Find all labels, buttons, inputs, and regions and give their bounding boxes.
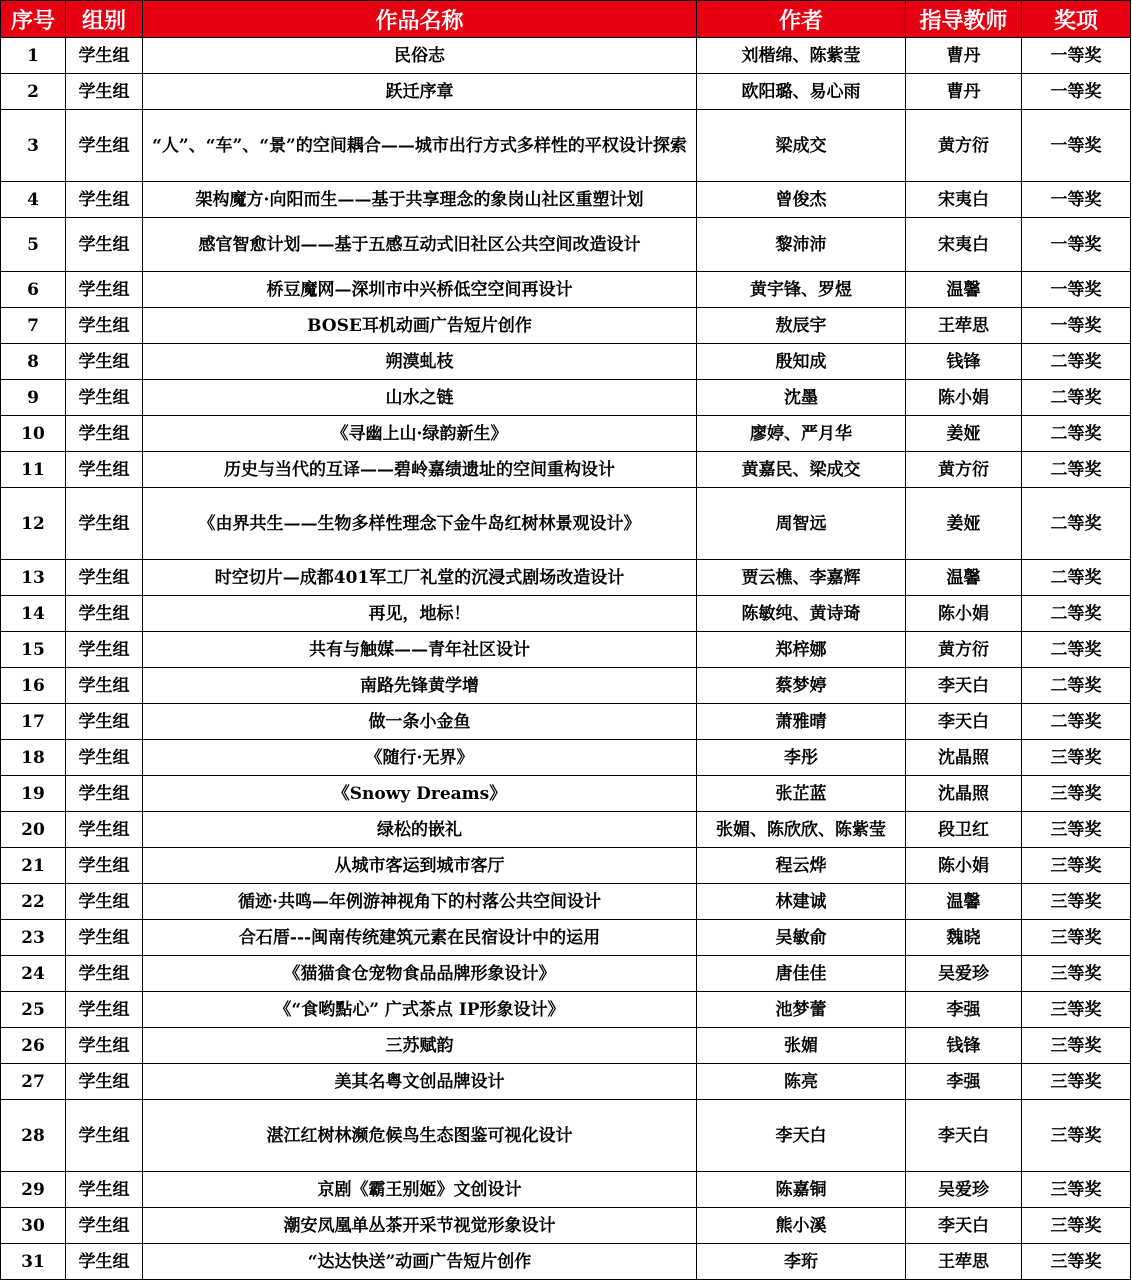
cell-number: 31: [1, 1244, 66, 1280]
cell-number: 19: [1, 776, 66, 812]
cell-number: 9: [1, 380, 66, 416]
cell-award: 三等奖: [1022, 1208, 1131, 1244]
cell-number: 24: [1, 956, 66, 992]
cell-teacher: 段卫红: [906, 812, 1022, 848]
cell-group: 学生组: [66, 488, 143, 560]
cell-number: 29: [1, 1172, 66, 1208]
cell-number: 2: [1, 74, 66, 110]
cell-title: 共有与触媒——青年社区设计: [143, 632, 697, 668]
table-row: [1, 956, 1131, 992]
table-row: [1, 218, 1131, 272]
cell-title: 绿松的嵌礼: [143, 812, 697, 848]
cell-teacher: 李天白: [906, 1208, 1022, 1244]
cell-award: 一等奖: [1022, 182, 1131, 218]
cell-award: 二等奖: [1022, 632, 1131, 668]
cell-author: 萧雅晴: [697, 704, 906, 740]
cell-author: 张媚、陈欣欣、陈紫莹: [697, 812, 906, 848]
cell-number: 30: [1, 1208, 66, 1244]
cell-group: 学生组: [66, 956, 143, 992]
cell-teacher: 温馨: [906, 272, 1022, 308]
cell-group: 学生组: [66, 1100, 143, 1172]
cell-award: 三等奖: [1022, 740, 1131, 776]
cell-author: 蔡梦婷: [697, 668, 906, 704]
cell-number: 6: [1, 272, 66, 308]
cell-group: 学生组: [66, 218, 143, 272]
cell-title: 《随行·无界》: [143, 740, 697, 776]
cell-group: 学生组: [66, 920, 143, 956]
cell-title: 合石厝---闽南传统建筑元素在民宿设计中的运用: [143, 920, 697, 956]
cell-title: 时空切片—成都401军工厂礼堂的沉浸式剧场改造设计: [143, 560, 697, 596]
cell-author: 李珩: [697, 1244, 906, 1280]
cell-award: 二等奖: [1022, 380, 1131, 416]
cell-author: 吴敏俞: [697, 920, 906, 956]
cell-number: 28: [1, 1100, 66, 1172]
cell-title: 民俗志: [143, 38, 697, 74]
cell-number: 1: [1, 38, 66, 74]
cell-group: 学生组: [66, 1244, 143, 1280]
header-author: 作者: [697, 1, 906, 38]
cell-teacher: 曹丹: [906, 74, 1022, 110]
cell-title: 京剧《霸王别姬》文创设计: [143, 1172, 697, 1208]
table-row: [1, 884, 1131, 920]
cell-title: 潮安凤凰单丛茶开采节视觉形象设计: [143, 1208, 697, 1244]
table-row: [1, 308, 1131, 344]
cell-title: 桥豆魔网—深圳市中兴桥低空空间再设计: [143, 272, 697, 308]
header-title: 作品名称: [143, 1, 697, 38]
cell-author: 张芷蓝: [697, 776, 906, 812]
table-row: [1, 344, 1131, 380]
cell-number: 12: [1, 488, 66, 560]
cell-author: 梁成交: [697, 110, 906, 182]
cell-group: 学生组: [66, 812, 143, 848]
cell-title: 跃迁序章: [143, 74, 697, 110]
table-row: [1, 596, 1131, 632]
cell-group: 学生组: [66, 416, 143, 452]
cell-teacher: 沈晶照: [906, 740, 1022, 776]
cell-author: 程云烨: [697, 848, 906, 884]
cell-number: 25: [1, 992, 66, 1028]
table-row: [1, 776, 1131, 812]
table-row: [1, 452, 1131, 488]
cell-award: 三等奖: [1022, 848, 1131, 884]
cell-teacher: 李天白: [906, 668, 1022, 704]
cell-author: 沈墨: [697, 380, 906, 416]
cell-teacher: 李强: [906, 992, 1022, 1028]
table-row: [1, 740, 1131, 776]
cell-title: 《Snowy Dreams》: [143, 776, 697, 812]
cell-number: 26: [1, 1028, 66, 1064]
cell-award: 二等奖: [1022, 344, 1131, 380]
table-row: [1, 1208, 1131, 1244]
cell-author: 熊小溪: [697, 1208, 906, 1244]
cell-group: 学生组: [66, 110, 143, 182]
cell-teacher: 李天白: [906, 704, 1022, 740]
cell-group: 学生组: [66, 1028, 143, 1064]
cell-number: 18: [1, 740, 66, 776]
cell-group: 学生组: [66, 884, 143, 920]
cell-author: 李天白: [697, 1100, 906, 1172]
cell-group: 学生组: [66, 560, 143, 596]
cell-number: 21: [1, 848, 66, 884]
cell-number: 20: [1, 812, 66, 848]
table-row: [1, 1064, 1131, 1100]
cell-number: 13: [1, 560, 66, 596]
table-header-row: [1, 1, 1131, 38]
cell-teacher: 宋夷白: [906, 182, 1022, 218]
cell-title: 感官智愈计划——基于五感互动式旧社区公共空间改造设计: [143, 218, 697, 272]
cell-number: 10: [1, 416, 66, 452]
cell-teacher: 姜娅: [906, 488, 1022, 560]
cell-group: 学生组: [66, 380, 143, 416]
cell-award: 三等奖: [1022, 1100, 1131, 1172]
cell-author: 黎沛沛: [697, 218, 906, 272]
cell-group: 学生组: [66, 272, 143, 308]
cell-title: BOSE耳机动画广告短片创作: [143, 308, 697, 344]
table-row: [1, 848, 1131, 884]
cell-number: 16: [1, 668, 66, 704]
cell-teacher: 温馨: [906, 560, 1022, 596]
cell-title: “人”、“车”、“景”的空间耦合——城市出行方式多样性的平权设计探索: [143, 110, 697, 182]
cell-teacher: 魏晓: [906, 920, 1022, 956]
table-row: [1, 380, 1131, 416]
cell-author: 唐佳佳: [697, 956, 906, 992]
table-row: [1, 668, 1131, 704]
cell-title: 山水之链: [143, 380, 697, 416]
table-row: [1, 182, 1131, 218]
cell-teacher: 沈晶照: [906, 776, 1022, 812]
cell-award: 三等奖: [1022, 884, 1131, 920]
cell-number: 17: [1, 704, 66, 740]
cell-teacher: 温馨: [906, 884, 1022, 920]
cell-author: 郑梓娜: [697, 632, 906, 668]
cell-title: 朔漠虬枝: [143, 344, 697, 380]
table-row: [1, 488, 1131, 560]
cell-group: 学生组: [66, 848, 143, 884]
cell-group: 学生组: [66, 344, 143, 380]
cell-group: 学生组: [66, 38, 143, 74]
cell-teacher: 吴爱珍: [906, 956, 1022, 992]
cell-award: 二等奖: [1022, 416, 1131, 452]
cell-author: 池梦蕾: [697, 992, 906, 1028]
header-number: 序号: [1, 1, 66, 38]
cell-award: 一等奖: [1022, 272, 1131, 308]
cell-award: 二等奖: [1022, 596, 1131, 632]
table-row: [1, 812, 1131, 848]
cell-award: 三等奖: [1022, 956, 1131, 992]
cell-number: 14: [1, 596, 66, 632]
cell-number: 15: [1, 632, 66, 668]
cell-number: 7: [1, 308, 66, 344]
cell-award: 一等奖: [1022, 308, 1131, 344]
table-row: [1, 1100, 1131, 1172]
cell-author: 敖辰宇: [697, 308, 906, 344]
cell-title: 历史与当代的互译——碧岭嘉绩遗址的空间重构设计: [143, 452, 697, 488]
cell-teacher: 陈小娟: [906, 380, 1022, 416]
cell-teacher: 李强: [906, 1064, 1022, 1100]
cell-number: 8: [1, 344, 66, 380]
table-row: [1, 1028, 1131, 1064]
cell-title: 三苏赋韵: [143, 1028, 697, 1064]
cell-group: 学生组: [66, 992, 143, 1028]
cell-title: 《寻幽上山·绿韵新生》: [143, 416, 697, 452]
cell-title: 美其名粤文创品牌设计: [143, 1064, 697, 1100]
cell-title: 湛江红树林濒危候鸟生态图鉴可视化设计: [143, 1100, 697, 1172]
cell-author: 林建诚: [697, 884, 906, 920]
cell-number: 11: [1, 452, 66, 488]
cell-title: 从城市客运到城市客厅: [143, 848, 697, 884]
cell-number: 22: [1, 884, 66, 920]
cell-title: 南路先锋黄学增: [143, 668, 697, 704]
cell-author: 陈亮: [697, 1064, 906, 1100]
cell-award: 一等奖: [1022, 110, 1131, 182]
cell-group: 学生组: [66, 452, 143, 488]
cell-teacher: 王荦思: [906, 308, 1022, 344]
cell-author: 欧阳璐、易心雨: [697, 74, 906, 110]
table-row: [1, 110, 1131, 182]
cell-award: 三等奖: [1022, 1028, 1131, 1064]
cell-teacher: 曹丹: [906, 38, 1022, 74]
cell-teacher: 钱锋: [906, 344, 1022, 380]
cell-teacher: 姜娅: [906, 416, 1022, 452]
cell-teacher: 黄方衍: [906, 452, 1022, 488]
cell-number: 4: [1, 182, 66, 218]
cell-group: 学生组: [66, 308, 143, 344]
cell-number: 5: [1, 218, 66, 272]
cell-award: 二等奖: [1022, 452, 1131, 488]
cell-title: 《猫猫食仓宠物食品品牌形象设计》: [143, 956, 697, 992]
cell-award: 一等奖: [1022, 38, 1131, 74]
table-row: [1, 1244, 1131, 1280]
cell-group: 学生组: [66, 596, 143, 632]
cell-author: 殷知成: [697, 344, 906, 380]
cell-teacher: 吴爱珍: [906, 1172, 1022, 1208]
cell-author: 贾云樵、李嘉辉: [697, 560, 906, 596]
cell-group: 学生组: [66, 668, 143, 704]
cell-teacher: 陈小娟: [906, 848, 1022, 884]
cell-title: 再见，地标！: [143, 596, 697, 632]
cell-author: 黄宇锋、罗煜: [697, 272, 906, 308]
cell-number: 3: [1, 110, 66, 182]
cell-author: 刘楷绵、陈紫莹: [697, 38, 906, 74]
cell-award: 二等奖: [1022, 488, 1131, 560]
cell-award: 二等奖: [1022, 704, 1131, 740]
cell-teacher: 钱锋: [906, 1028, 1022, 1064]
table-row: [1, 920, 1131, 956]
cell-number: 23: [1, 920, 66, 956]
cell-award: 三等奖: [1022, 776, 1131, 812]
header-award: 奖项: [1022, 1, 1131, 38]
cell-group: 学生组: [66, 74, 143, 110]
cell-title: 《“食哟點心” 广式茶点 IP形象设计》: [143, 992, 697, 1028]
cell-number: 27: [1, 1064, 66, 1100]
cell-author: 黄嘉民、梁成交: [697, 452, 906, 488]
table-row: [1, 74, 1131, 110]
cell-group: 学生组: [66, 632, 143, 668]
cell-author: 陈敏纯、黄诗琦: [697, 596, 906, 632]
cell-group: 学生组: [66, 740, 143, 776]
table-row: [1, 1172, 1131, 1208]
table-row: [1, 272, 1131, 308]
cell-author: 李彤: [697, 740, 906, 776]
cell-group: 学生组: [66, 1064, 143, 1100]
cell-award: 一等奖: [1022, 218, 1131, 272]
cell-teacher: 黄方衍: [906, 110, 1022, 182]
cell-teacher: 王荦思: [906, 1244, 1022, 1280]
cell-group: 学生组: [66, 1172, 143, 1208]
cell-award: 一等奖: [1022, 74, 1131, 110]
cell-award: 三等奖: [1022, 1244, 1131, 1280]
cell-author: 周智远: [697, 488, 906, 560]
header-teacher: 指导教师: [906, 1, 1022, 38]
cell-award: 三等奖: [1022, 1172, 1131, 1208]
cell-title: 做一条小金鱼: [143, 704, 697, 740]
cell-group: 学生组: [66, 1208, 143, 1244]
cell-teacher: 宋夷白: [906, 218, 1022, 272]
cell-title: “达达快送”动画广告短片创作: [143, 1244, 697, 1280]
cell-title: 《由界共生——生物多样性理念下金牛岛红树林景观设计》: [143, 488, 697, 560]
cell-teacher: 黄方衍: [906, 632, 1022, 668]
cell-author: 廖婷、严月华: [697, 416, 906, 452]
cell-group: 学生组: [66, 704, 143, 740]
table-row: [1, 704, 1131, 740]
header-group: 组别: [66, 1, 143, 38]
table-row: [1, 416, 1131, 452]
cell-teacher: 陈小娟: [906, 596, 1022, 632]
cell-teacher: 李天白: [906, 1100, 1022, 1172]
cell-group: 学生组: [66, 182, 143, 218]
cell-award: 三等奖: [1022, 920, 1131, 956]
cell-award: 二等奖: [1022, 668, 1131, 704]
cell-title: 架构魔方·向阳而生——基于共享理念的象岗山社区重塑计划: [143, 182, 697, 218]
table-row: [1, 38, 1131, 74]
cell-award: 三等奖: [1022, 812, 1131, 848]
table-row: [1, 560, 1131, 596]
cell-author: 曾俊杰: [697, 182, 906, 218]
cell-award: 二等奖: [1022, 560, 1131, 596]
cell-award: 三等奖: [1022, 1064, 1131, 1100]
cell-author: 陈嘉铜: [697, 1172, 906, 1208]
cell-group: 学生组: [66, 776, 143, 812]
cell-award: 三等奖: [1022, 992, 1131, 1028]
table-row: [1, 992, 1131, 1028]
cell-title: 循迹·共鸣—年例游神视角下的村落公共空间设计: [143, 884, 697, 920]
cell-author: 张媚: [697, 1028, 906, 1064]
table-row: [1, 632, 1131, 668]
